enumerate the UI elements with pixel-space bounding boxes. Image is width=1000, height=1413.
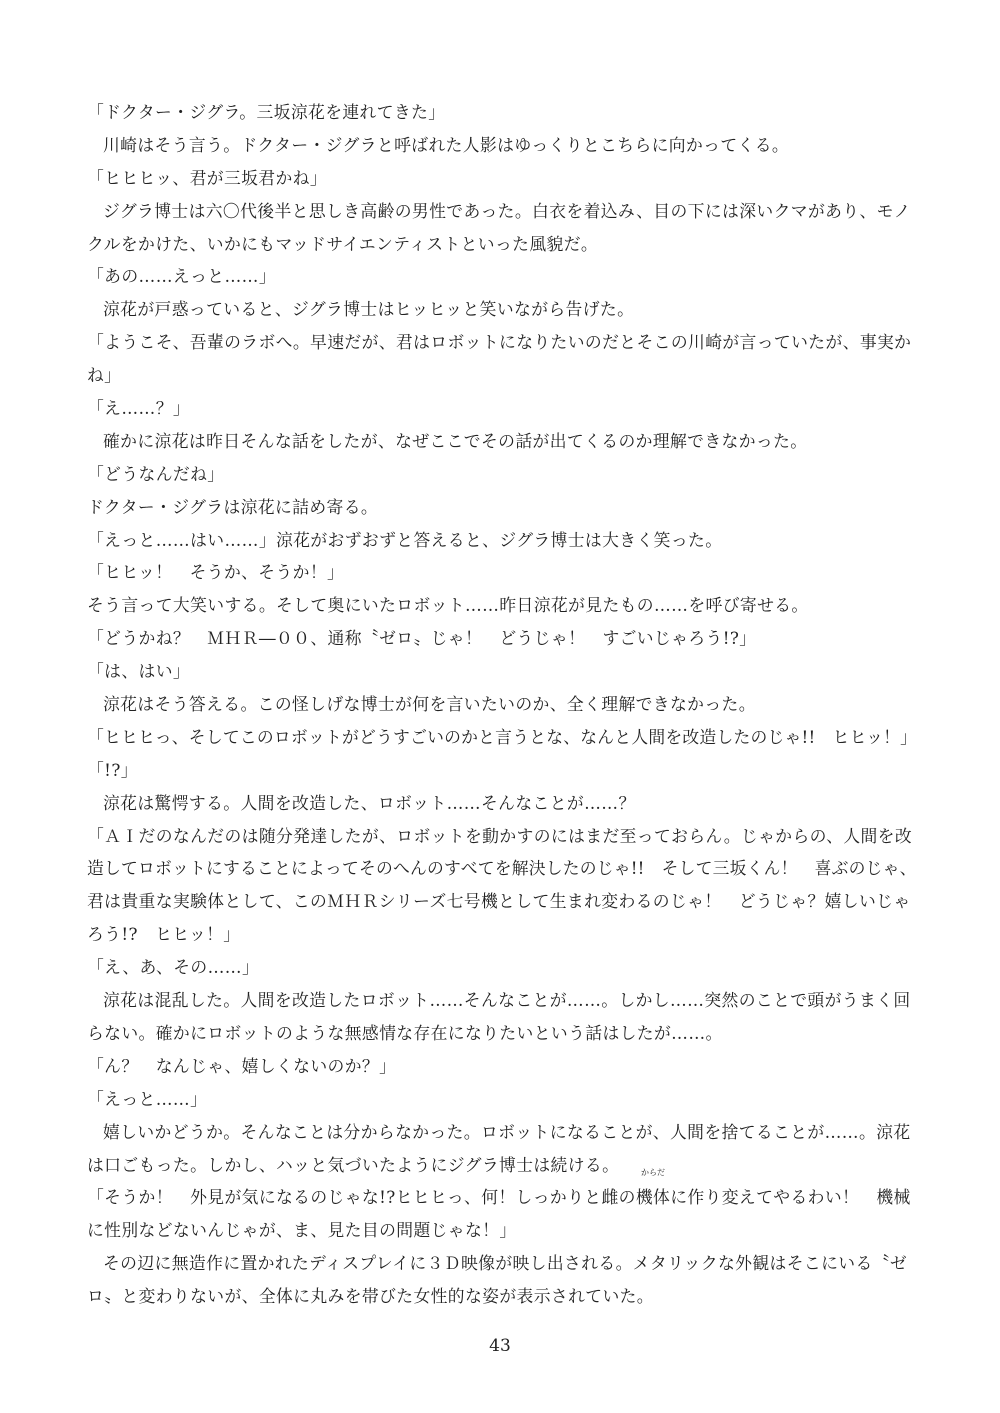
text-line: クルをかけた、いかにもマッドサイエンティストといった風貌だ。	[87, 233, 599, 254]
text-line: 「ヒヒヒっ、そしてこのロボットがどうすごいのかと言うとな、なんと人間を改造したのじゃ!! ヒヒッ！」	[87, 726, 918, 747]
text-line: 「ドクター・ジグラ。三坂涼花を連れてきた」	[87, 102, 446, 122]
novel-text	[87, 96, 917, 1313]
text-line: ろう!? ヒヒッ！」	[87, 924, 241, 945]
text-line: 造してロボットにすることによってそのへんのすべてを解決したのじゃ!! そして三坂くん！ 喜ぶのじゃ、	[87, 858, 917, 879]
text-segment: 「そうか！ 外見が気になるのじゃな!?ヒヒヒっ、何！しっかりと雌の	[87, 1187, 636, 1208]
ruby-base: 機体	[635, 1187, 671, 1208]
text-line: ね」	[87, 365, 122, 386]
text-line: 「えっと……」	[87, 1088, 208, 1109]
text-line: は口ごもった。しかし、ハッと気づいたようにジグラ博士は続ける。	[87, 1154, 620, 1175]
text-line: 涼花はそう答える。この怪しげな博士が何を言いたいのか、全く理解できなかった。	[103, 694, 756, 715]
text-line: 涼花は混乱した。人間を改造したロボット……そんなことが……。しかし……突然のことで頭がうまく回	[103, 990, 911, 1011]
text-line: 川崎はそう言う。ドクター・ジグラと呼ばれた人影はゆっくりとこちらに向かってくる。	[103, 134, 790, 155]
text-line: 「え、あ、その……」	[87, 957, 260, 978]
ruby-reading: からだ	[641, 1168, 666, 1178]
text-line: 「どうなんだね」	[87, 463, 225, 484]
text-line: 「え……？」	[87, 398, 191, 419]
text-line: ドクター・ジグラは涼花に詰め寄る。	[87, 496, 379, 517]
text-line: 「あの……えっと……」	[87, 266, 276, 287]
text-line: 涼花は驚愕する。人間を改造した、ロボット……そんなことが……？	[103, 792, 636, 813]
text-line: 「ヒヒッ！ そうか、そうか！」	[87, 562, 345, 583]
text-segment: に作り変えてやるわい！ 機械	[670, 1187, 911, 1208]
text-line: 「!?」	[87, 759, 138, 780]
text-line: 「ＡＩだのなんだのは随分発達したが、ロボットを動かすのにはまだ至っておらん。じゃからの、人間を改	[87, 825, 913, 846]
text-line: ロ〟と変わりないが、全体に丸みを帯びた女性的な姿が表示されていた。	[87, 1286, 654, 1307]
text-line: 嬉しいかどうか。そんなことは分からなかった。ロボットになることが、人間を捨てることが……。涼花	[103, 1121, 911, 1142]
text-line: 「ヒヒヒッ、君が三坂君かね」	[87, 167, 328, 188]
text-line: その辺に無造作に置かれたディスプレイに３Ｄ映像が映し出される。メタリックな外観はそこにいる〝ゼ	[103, 1253, 907, 1274]
text-line: 「えっと……はい……」涼花がおずおずと答えると、ジグラ博士は大きく笑った。	[87, 529, 723, 550]
text-line-with-ruby	[87, 1168, 917, 1214]
text-line: に性別などないんじゃが、ま、見た目の問題じゃな！」	[87, 1220, 517, 1241]
text-line: 確かに涼花は昨日そんな話をしたが、なぜここでその話が出てくるのか理解できなかった。	[103, 430, 808, 451]
text-line: らない。確かにロボットのような無感情な存在になりたいという話はしたが……。	[87, 1022, 723, 1043]
text-line: 「ん？ なんじゃ、嬉しくないのか？」	[87, 1055, 397, 1076]
text-line: 「は、はい」	[87, 661, 191, 682]
text-line: 君は貴重な実験体として、このＭＨＲシリーズ七号機として生まれ変わるのじゃ！ どうじゃ？嬉しいじゃ	[87, 891, 911, 912]
text-line: 「どうかね？ ＭＨＲ―００、通称〝ゼロ〟じゃ！ どうじゃ！ すごいじゃろう!?」	[87, 628, 757, 649]
page-number: 43	[489, 1336, 511, 1356]
text-line: ジグラ博士は六〇代後半と思しき高齢の男性であった。白衣を着込み、目の下には深いクマがあり、モノ	[103, 200, 911, 221]
text-line: そう言って大笑いする。そして奥にいたロボット……昨日涼花が見たもの……を呼び寄せる。	[87, 595, 809, 616]
text-line: 「ようこそ、吾輩のラボへ。早速だが、君はロボットになりたいのだとそこの川崎が言っていたが、事実か	[87, 332, 912, 353]
ruby-word	[635, 1168, 671, 1214]
text-line: 涼花が戸惑っていると、ジグラ博士はヒッヒッと笑いながら告げた。	[103, 299, 635, 320]
